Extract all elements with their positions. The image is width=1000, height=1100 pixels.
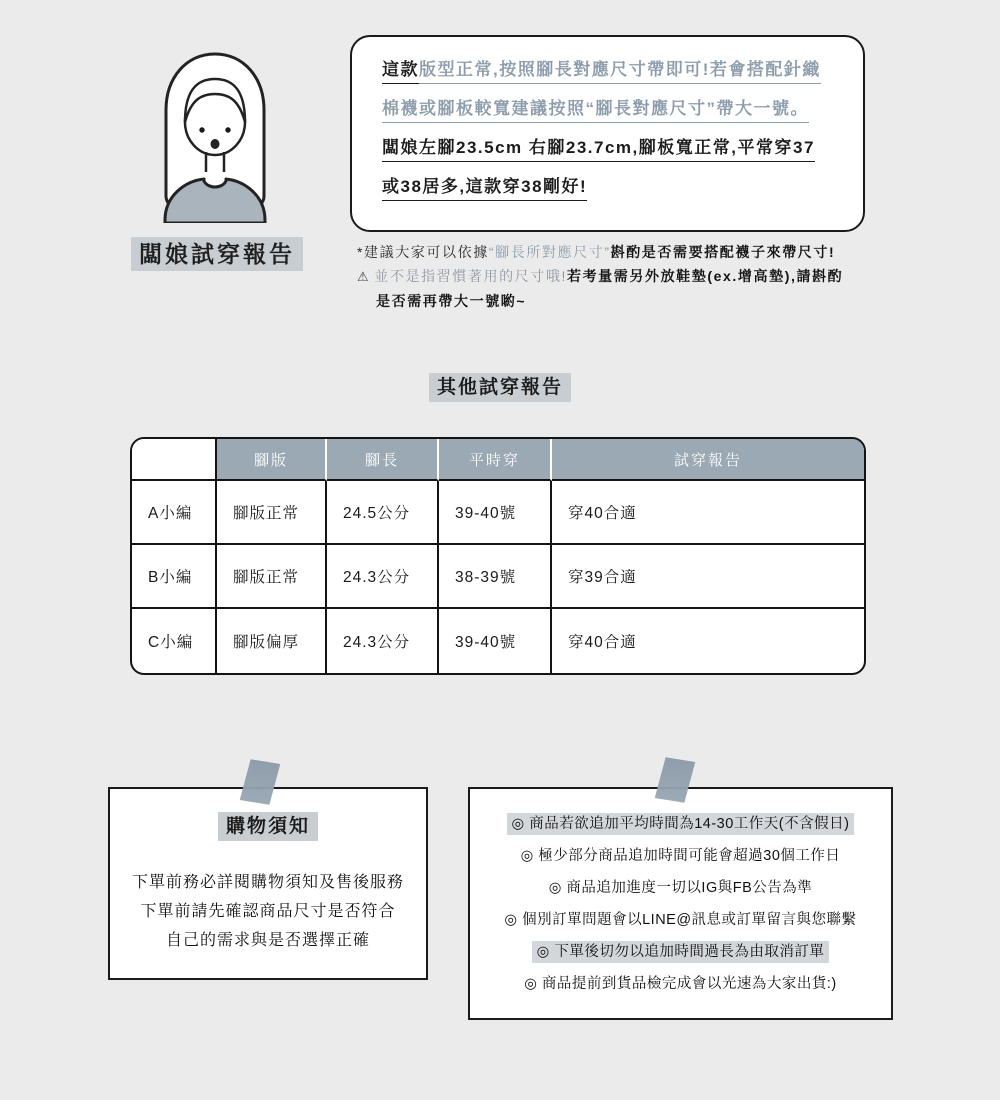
addition-notice-line: ◎ 個別訂單問題會以LINE@訊息或訂單留言與您聯繫: [504, 912, 857, 928]
bubble-line-1-rest: 版型正常,按照腳長對應尺寸帶即可!若會搭配針織: [419, 60, 821, 84]
fitting-result-cell: 穿39合適: [552, 545, 864, 609]
usual-size-cell: 39-40號: [439, 481, 552, 545]
usual-size-cell: 39-40號: [439, 609, 552, 673]
col-header-usual-size: 平時穿: [439, 439, 552, 481]
foot-length-cell: 24.3公分: [327, 609, 439, 673]
addition-notice-line: ◎ 下單後切勿以追加時間過長為由取消訂單: [470, 936, 891, 968]
col-header-empty: [132, 439, 217, 481]
mouth: [211, 139, 220, 149]
bubble-line-1: [382, 52, 837, 91]
woman-illustration: [140, 48, 290, 223]
note-line-1: *建議大家可以依據“腳長所對應尺寸”斟酌是否需要搭配襪子來帶尺寸!: [357, 244, 836, 260]
editor-name-cell: A小編: [132, 481, 217, 545]
bubble-line-4: 或38居多,這款穿38剛好!: [382, 169, 837, 208]
other-reports-title-text: 其他試穿報告: [429, 373, 571, 402]
speech-bubble: [350, 35, 865, 232]
bubble-line-1-lead: 這款: [382, 60, 419, 84]
left-eye: [199, 127, 204, 132]
shopping-notice-line: 自己的需求與是否選擇正確: [165, 932, 370, 949]
addition-notice-line: ◎ 商品追加進度一切以IG與FB公告為準: [548, 880, 813, 896]
foot-length-cell: 24.3公分: [327, 545, 439, 609]
shopping-notice-title: 購物須知: [110, 811, 426, 838]
addition-notice-line: ◎ 極少部分商品追加時間可能會超過30個工作日: [520, 848, 841, 864]
note-line-2: ⚠ 並不是指習慣著用的尺寸哦!若考量需另外放鞋墊(ex.增高墊),請斟酌: [357, 268, 844, 284]
foot-type-cell: 腳版正常: [217, 545, 327, 609]
col-header-fitting-result: 試穿報告: [552, 439, 864, 481]
bubble-line-3: 闆娘左腳23.5cm 右腳23.7cm,腳板寬正常,平常穿37: [382, 130, 837, 169]
right-eye: [225, 127, 230, 132]
editor-name-cell: C小編: [132, 609, 217, 673]
shopping-notice-box: [108, 787, 428, 980]
addition-notice-box: [468, 787, 893, 1020]
avatar: [140, 48, 290, 223]
fitting-notes: [357, 240, 869, 313]
foot-type-cell: 腳版正常: [217, 481, 327, 545]
bubble-line-2: 棉襪或腳板較寬建議按照“腳長對應尺寸”帶大一號。: [382, 91, 837, 130]
addition-notice-line: ◎ 商品若欲追加平均時間為14-30工作天(不含假日): [470, 808, 891, 840]
fitting-result-cell: 穿40合適: [552, 481, 864, 545]
col-header-foot-length: 腳長: [327, 439, 439, 481]
shopping-notice-line: 下單前務必詳閱購物須知及售後服務: [131, 874, 404, 891]
col-header-foot-type: 腳版: [217, 439, 327, 481]
other-reports-title: [0, 372, 1000, 399]
editor-name-cell: B小編: [132, 545, 217, 609]
usual-size-cell: 38-39號: [439, 545, 552, 609]
shopping-notice-line: 下單前請先確認商品尺寸是否符合: [140, 903, 396, 920]
addition-notice-line: ◎ 商品提前到貨品檢完成會以光速為大家出貨:): [524, 976, 837, 992]
warning-icon: ⚠: [357, 269, 371, 284]
foot-type-cell: 腳版偏厚: [217, 609, 327, 673]
fitting-table: [130, 437, 866, 675]
fitting-report-title: [131, 236, 303, 269]
foot-length-cell: 24.5公分: [327, 481, 439, 545]
fitting-report-title-text: 闆娘試穿報告: [131, 237, 303, 271]
fitting-result-cell: 穿40合適: [568, 634, 637, 651]
note-line-3: 是否需再帶大一號喲~: [376, 293, 527, 309]
